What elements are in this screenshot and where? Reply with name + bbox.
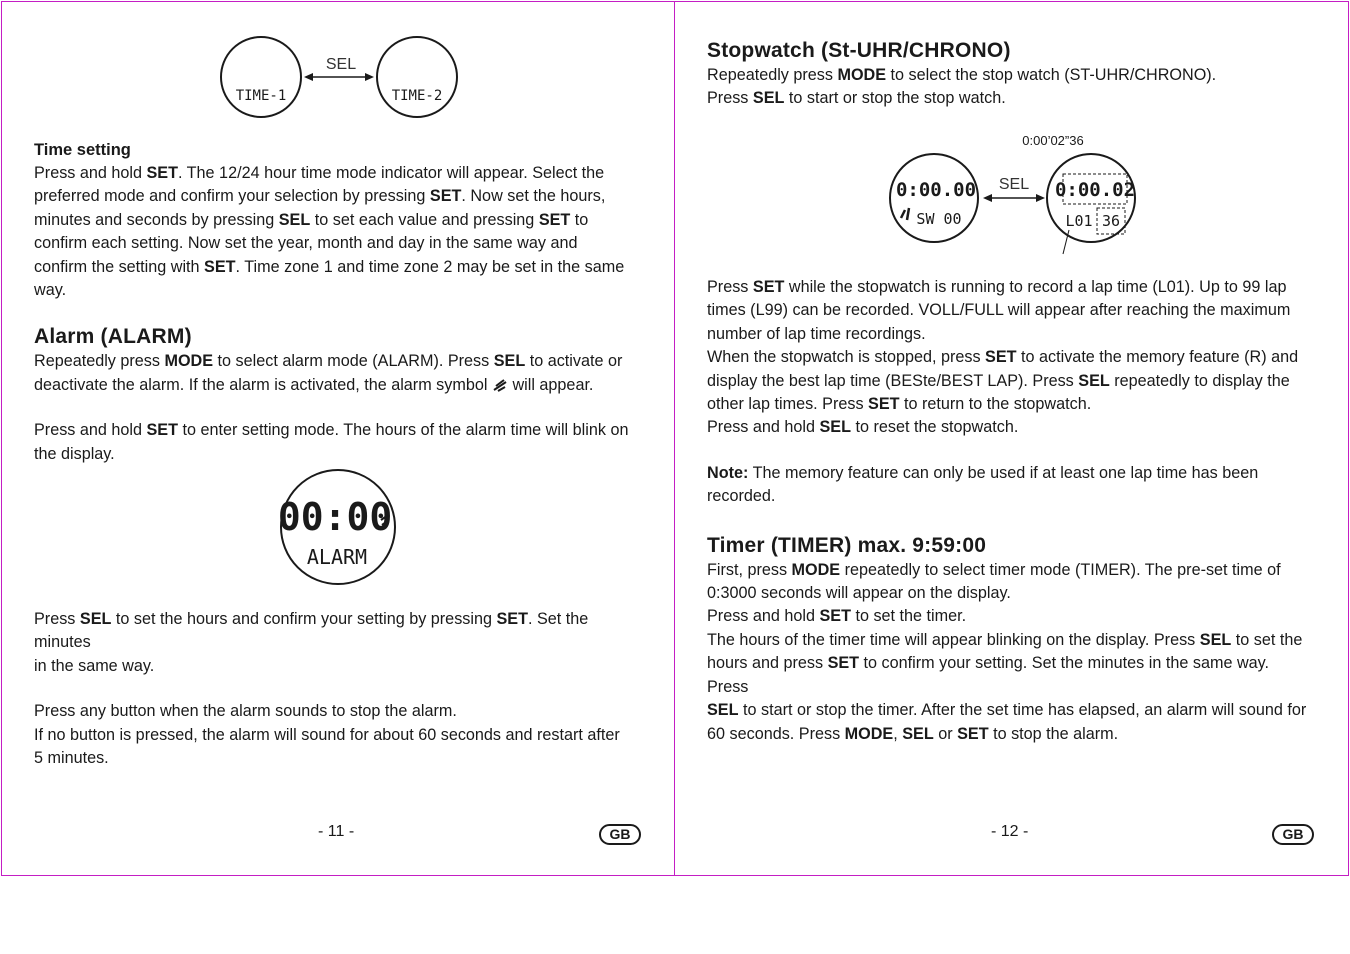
time-setting-line-5: confirm the setting with SET. Time zone 1 and time zone 2 may be set in the same bbox=[34, 257, 625, 276]
stopwatch-para-2-line-2: times (L99) can be recorded. VOLL/FULL will appear after reaching the maximum bbox=[707, 301, 1291, 320]
timer-line-6: SEL to start or stop the timer. After the set time has elapsed, an alarm will sound for bbox=[707, 701, 1307, 720]
manual-page-11 bbox=[1, 1, 675, 876]
alarm-para-4-line-1: Press any button when the alarm sounds to stop the alarm. bbox=[34, 702, 457, 721]
display-time-2: TIME-2 bbox=[391, 88, 443, 104]
time-setting-line-2: preferred mode and confirm your selection by pressing SET. Now set the hours, bbox=[34, 187, 606, 206]
sel-arrow-head-right bbox=[1036, 194, 1045, 202]
lap-time-callout: 0:00’02”36 bbox=[1022, 133, 1084, 148]
timer-line-2: 0:3000 seconds will appear on the display. bbox=[707, 584, 1011, 603]
stopwatch-start-display-top: 0:00.00 bbox=[895, 179, 977, 201]
alarm-para-1-line-1: Repeatedly press MODE to select alarm mode (ALARM). Press SEL to activate or bbox=[34, 352, 623, 371]
alarm-para-4-line-3: 5 minutes. bbox=[34, 749, 109, 768]
watch-face-time-2 bbox=[377, 37, 457, 117]
sel-arrow-label: SEL bbox=[998, 176, 1030, 193]
stopwatch-para-2-line-5: display the best lap time (BESte/BEST LAP). Press SEL repeatedly to display the bbox=[707, 371, 1290, 390]
stopwatch-para-2-line-4: When the stopwatch is stopped, press SET to activate the memory feature (R) and bbox=[707, 348, 1299, 367]
heading-timer: Timer (TIMER) max. 9:59:00 bbox=[707, 533, 987, 557]
alarm-para-3-line-2: in the same way. bbox=[34, 656, 155, 675]
page-number-right: - 12 - bbox=[991, 823, 1029, 840]
timer-line-7: 60 seconds. Press MODE, SEL or SET to stop the alarm. bbox=[707, 724, 1119, 743]
stopwatch-lap-display-hundredths: 36 bbox=[1101, 212, 1121, 230]
alarm-bell-icon bbox=[492, 378, 508, 392]
language-badge-right: GB bbox=[1272, 824, 1314, 845]
stopwatch-start-display-bottom: SW 00 bbox=[916, 210, 962, 228]
stopwatch-para-2-line-3: number of lap time recordings. bbox=[707, 324, 926, 343]
heading-alarm: Alarm (ALARM) bbox=[34, 325, 192, 349]
arrow-head-left bbox=[304, 73, 313, 81]
watch-face-time-1 bbox=[221, 37, 301, 117]
stopwatch-para-2-line-1: Press SET while the stopwatch is running to record a lap time (L01). Up to 99 lap bbox=[707, 278, 1287, 296]
alarm-para-3-line-1: Press SEL to set the hours and confirm your setting by pressing SET. Set the minutes bbox=[34, 610, 589, 652]
alarm-para-2-line-2: the display. bbox=[34, 444, 115, 463]
time-setting-line-3: minutes and seconds by pressing SEL to set each value and pressing SET to bbox=[34, 210, 589, 229]
stopwatch-lap-display-lap: L01 bbox=[1065, 212, 1093, 230]
alarm-para-2-line-1: Press and hold SET to enter setting mode. The hours of the alarm time will blink on bbox=[34, 421, 629, 440]
language-badge-left: GB bbox=[599, 824, 641, 845]
sel-arrow-head-left bbox=[983, 194, 992, 202]
timer-line-4: The hours of the timer time will appear blinking on the display. Press SEL to set the bbox=[707, 630, 1303, 649]
stopwatch-line-1: Repeatedly press MODE to select the stop watch (ST-UHR/CHRONO). bbox=[707, 66, 1217, 84]
time-setting-line-6: way. bbox=[34, 281, 67, 300]
stopwatch-para-2-line-7: Press and hold SEL to reset the stopwatch. bbox=[707, 418, 1019, 437]
right-content bbox=[707, 38, 1314, 111]
arrow-label-sel: SEL bbox=[325, 56, 357, 73]
timer-line-1: First, press MODE repeatedly to select timer mode (TIMER). The pre-set time of bbox=[707, 560, 1281, 579]
alarm-para-4-line-2: If no button is pressed, the alarm will sound for about 60 seconds and restart after bbox=[34, 725, 620, 744]
left-content-lower bbox=[34, 608, 640, 770]
left-content bbox=[34, 139, 640, 466]
alarm-display-label: ALARM bbox=[306, 545, 368, 569]
display-time-1: TIME-1 bbox=[235, 88, 287, 104]
alarm-display-diagram bbox=[278, 468, 400, 588]
timer-line-5: hours and press SET to confirm your setting. Set the minutes in the same way. Press bbox=[707, 654, 1270, 696]
heading-stopwatch: Stopwatch (St-UHR/CHRONO) bbox=[707, 39, 1011, 62]
manual-page-12 bbox=[674, 1, 1349, 876]
alarm-display-time: 00:00 bbox=[277, 495, 393, 539]
stopwatch-note-line-1: Note: The memory feature can only be used if at least one lap time has been bbox=[707, 463, 1259, 482]
stopwatch-footprint-icon bbox=[901, 208, 909, 220]
stopwatch-para-2-line-6: other lap times. Press SET to return to the stopwatch. bbox=[707, 395, 1092, 414]
stopwatch-lap-display-top: 0:00.02 bbox=[1054, 179, 1136, 201]
stopwatch-diagram bbox=[889, 130, 1149, 255]
heading-time-setting: Time setting bbox=[34, 141, 131, 159]
time-setting-line-4: confirm each setting. Now set the year, month and day in the same way and bbox=[34, 234, 578, 253]
time-zone-diagram bbox=[218, 35, 463, 121]
timer-line-3: Press and hold SET to set the timer. bbox=[707, 607, 967, 626]
time-setting-line-1: Press and hold SET. The 12/24 hour time mode indicator will appear. Select the bbox=[34, 164, 605, 182]
stopwatch-line-2: Press SEL to start or stop the stop watch. bbox=[707, 89, 1006, 108]
page-number-left: - 11 - bbox=[318, 823, 355, 840]
arrow-head-right bbox=[365, 73, 374, 81]
alarm-para-1-line-2: deactivate the alarm. If the alarm is activated, the alarm symbol will appear. bbox=[34, 375, 594, 394]
right-content-middle bbox=[707, 276, 1314, 746]
stopwatch-note-line-2: recorded. bbox=[707, 487, 776, 506]
